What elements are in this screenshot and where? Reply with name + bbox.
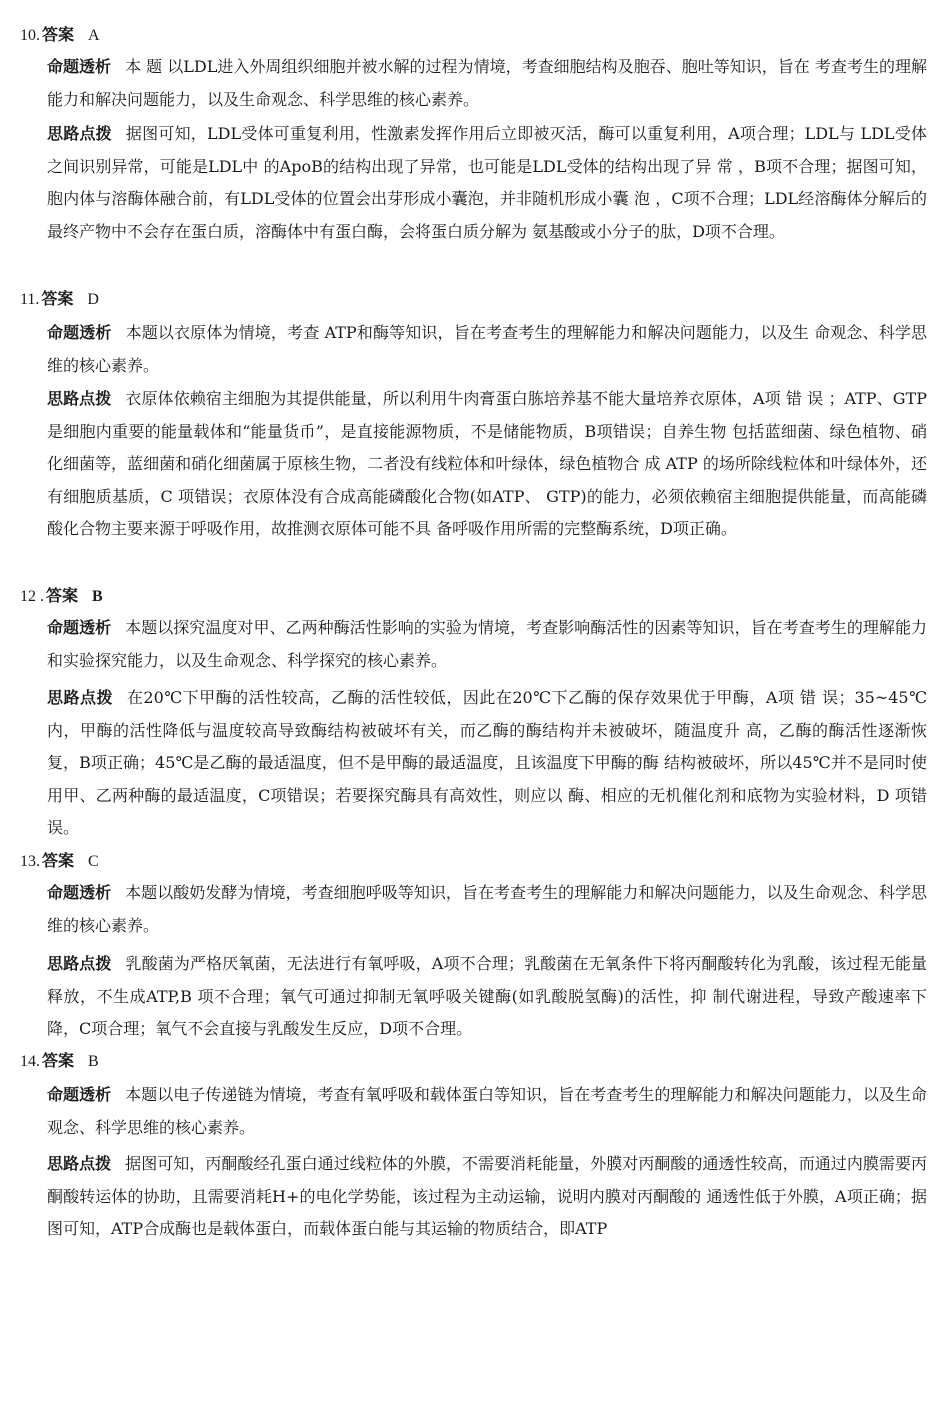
answer-line [20,24,100,47]
answer-value: B [92,588,103,605]
guide-text: 据图可知，丙酮酸经孔蛋白通过线粒体的外膜，不需要消耗能量，外膜对丙酮酸的通透性较高，而通过内膜需要丙酮酸转运体的协助，且需要消耗H+的电化学势能，该过程为主动运输，说明内膜对丙酮酸的 通透性低于外膜，A项正确；据图可知，ATP合成酶也是载体蛋白，而载体蛋白能与其运输的物质结合，即ATP [47,1154,927,1239]
guide-label: 思路点拨 [47,124,112,143]
analysis-label: 命题透析 [47,1085,112,1104]
answer-label: 答案 [42,1051,75,1070]
guide-paragraph [47,1148,927,1246]
answer-label: 答案 [42,25,75,44]
answer-value: C [88,853,99,870]
analysis-text: 本 题 以LDL进入外周组织细胞并被水解的过程为情境，考查细胞结构及胞吞、胞吐等知识，旨在 考查考生的理解能力和解决问题能力，以及生命观念、科学思维的核心素养。 [47,57,927,109]
guide-text: 乳酸菌为严格厌氧菌，无法进行有氧呼吸，A项不合理；乳酸菌在无氧条件下将丙酮酸转化为乳酸，该过程无能量释放，不生成ATP,B 项不合理；氧气可通过抑制无氧呼吸关键酶(如乳酸脱氢酶)的活性，抑 制代谢进程，导致产酸速率下降，C项合理；氧气不会直接与乳酸发生反应，D项不合理。 [47,954,927,1039]
guide-paragraph [47,948,927,1046]
guide-text: 在20℃下甲酶的活性较高，乙酶的活性较低，因此在20℃下乙酶的保存效果优于甲酶，A项 错 误；35~45℃内，甲酶的活性降低与温度较高导致酶结构被破坏有关，而乙酶的酶结构并未被破坏，随温度升 高，乙酶的酶活性逐渐恢复，B项正确；45℃是乙酶的最适温度，但不是甲酶的最适温度，且该温度下甲酶的酶 结构被破坏，所以45℃并不是同时使用甲、乙两种酶的最适温度，C项错误；若要探究酶具有高效性，则应以 酶、相应的无机催化剂和底物为实验材料，D 项错误。 [47,688,927,838]
question-number: 14. [20,1053,40,1070]
answer-line [20,288,99,311]
question-number: 12 . [20,588,44,605]
guide-text: 据图可知，LDL受体可重复利用，性激素发挥作用后立即被灭活，酶可以重复利用，A项合理；LDL与 LDL受体之间识别异常，可能是LDL中 的ApoB的结构出现了异常，也可能是LDL受体的结构出现了异 常 ，B项不合理；据图可知，胞内体与溶酶体融合前，有LDL受体的位置会出芽形成小囊泡，并非随机形成小囊 泡 ，C项不合理；LDL经溶酶体分解后的最终产物中不会存在蛋白质，溶酶体中有蛋白酶，会将蛋白质分解为 氨基酸或小分子的肽，D项不合理。 [47,124,927,241]
question-number: 13. [20,853,40,870]
guide-label: 思路点拨 [47,954,112,973]
question-number: 11. [20,291,40,308]
answer-label: 答案 [41,289,74,308]
guide-label: 思路点拨 [47,688,113,707]
answer-line [20,585,103,608]
answer-line [20,850,99,873]
guide-paragraph [47,383,927,546]
answer-value: B [88,1053,99,1070]
answer-line [20,1050,99,1073]
question-number: 10. [20,27,40,44]
analysis-paragraph [47,877,927,942]
guide-label: 思路点拨 [47,1154,112,1173]
analysis-text: 本题以衣原体为情境，考查 ATP和酶等知识，旨在考查考生的理解能力和解决问题能力，以及生 命观念、科学思维的核心素养。 [47,323,927,375]
analysis-paragraph [47,612,927,677]
analysis-paragraph [47,1079,927,1144]
guide-paragraph [47,118,927,248]
guide-label: 思路点拨 [47,389,112,408]
answer-label: 答案 [42,851,75,870]
analysis-label: 命题透析 [47,883,112,902]
analysis-paragraph [47,51,927,116]
analysis-text: 本题以探究温度对甲、乙两种酶活性影响的实验为情境，考查影响酶活性的因素等知识，旨在考查考生的理解能力和实验探究能力，以及生命观念、科学探究的核心素养。 [47,618,927,670]
answer-value: A [88,27,100,44]
analysis-text: 本题以酸奶发酵为情境，考查细胞呼吸等知识，旨在考查考生的理解能力和解决问题能力，以及生命观念、科学思维的核心素养。 [47,883,927,935]
guide-text: 衣原体依赖宿主细胞为其提供能量，所以利用牛肉膏蛋白胨培养基不能大量培养衣原体，A项 错 误 ；ATP、GTP是细胞内重要的能量载体和“能量货币”，是直接能源物质，不是储能物质，B项错误；自养生物 包括蓝细菌、绿色植物、硝化细菌等，蓝细菌和硝化细菌属于原核生物，二者没有线粒体和叶绿体，绿色植物合 成 ATP 的场所除线粒体和叶绿体外，还有细胞质基质，C 项错误；衣原体没有合成高能磷酸化合物(如ATP、 GTP)的能力，必须依赖宿主细胞提供能量，而高能磷酸化合物主要来源于呼吸作用，故推测衣原体可能不具 备呼吸作用所需的完整酶系统，D项正确。 [47,389,927,539]
answer-label: 答案 [46,586,79,605]
analysis-label: 命题透析 [47,618,112,637]
answer-value: D [87,291,99,308]
analysis-label: 命题透析 [47,57,112,76]
analysis-text: 本题以电子传递链为情境，考查有氧呼吸和载体蛋白等知识，旨在考查考生的理解能力和解决问题能力，以及生命观念、科学思维的核心素养。 [47,1085,927,1137]
analysis-label: 命题透析 [47,323,112,342]
guide-paragraph [47,682,927,845]
analysis-paragraph [47,317,927,382]
